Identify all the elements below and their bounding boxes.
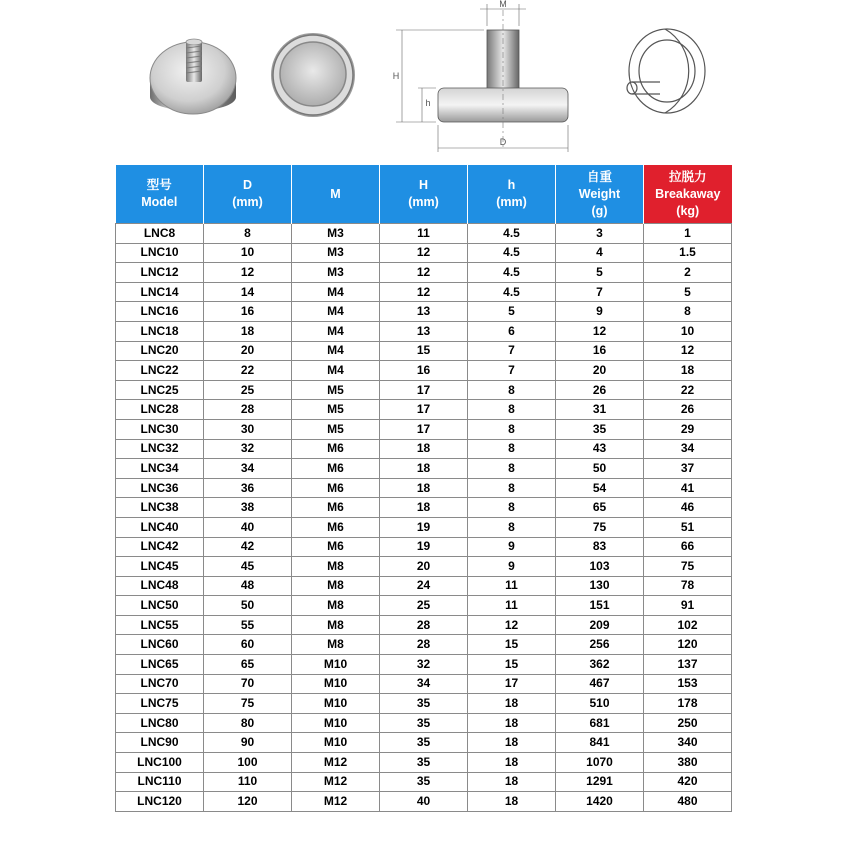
table-cell: 22 (204, 361, 292, 381)
table-cell: M4 (292, 361, 380, 381)
table-cell: M3 (292, 243, 380, 263)
table-row (116, 478, 732, 498)
column-header-en: Breakaway (655, 186, 721, 201)
table-cell: 31 (556, 400, 644, 420)
table-cell: 41 (644, 478, 732, 498)
table-cell: 54 (556, 478, 644, 498)
table-cell: 8 (468, 498, 556, 518)
table-cell: 20 (380, 557, 468, 577)
column-header-unit: (mm) (408, 195, 439, 209)
table-cell: 137 (644, 655, 732, 675)
table-cell: 3 (556, 224, 644, 244)
table-row (116, 419, 732, 439)
table-cell: 9 (468, 537, 556, 557)
table-cell: 26 (556, 380, 644, 400)
table-cell: 380 (644, 753, 732, 773)
table-cell: 18 (468, 733, 556, 753)
table-cell: LNC100 (116, 753, 204, 773)
table-row (116, 655, 732, 675)
table-cell: LNC40 (116, 517, 204, 537)
table-cell: 40 (380, 792, 468, 812)
table-cell: M8 (292, 635, 380, 655)
table-cell: 35 (380, 772, 468, 792)
table-cell: 5 (468, 302, 556, 322)
table-row (116, 792, 732, 812)
table-cell: 11 (468, 576, 556, 596)
table-row (116, 537, 732, 557)
table-cell: M4 (292, 282, 380, 302)
table-cell: 30 (204, 419, 292, 439)
label-m: M (499, 0, 507, 9)
table-cell: 25 (380, 596, 468, 616)
label-h-lower: h (425, 98, 431, 108)
table-cell: 681 (556, 713, 644, 733)
table-row (116, 674, 732, 694)
table-cell: 420 (644, 772, 732, 792)
table-cell: 18 (204, 321, 292, 341)
table-cell: 60 (204, 635, 292, 655)
table-cell: M12 (292, 772, 380, 792)
column-header-unit: (mm) (496, 195, 527, 209)
table-cell: 6 (468, 321, 556, 341)
column-header (380, 165, 468, 224)
table-cell: 35 (380, 753, 468, 773)
table-cell: 46 (644, 498, 732, 518)
table-cell: 9 (468, 557, 556, 577)
table-row (116, 459, 732, 479)
table-cell: 8 (644, 302, 732, 322)
table-cell: 15 (468, 655, 556, 675)
table-cell: 18 (468, 713, 556, 733)
table-row (116, 694, 732, 714)
table-cell: 103 (556, 557, 644, 577)
table-row (116, 635, 732, 655)
table-cell: 55 (204, 615, 292, 635)
table-cell: 362 (556, 655, 644, 675)
column-header-en: h (507, 178, 516, 192)
table-cell: 18 (468, 753, 556, 773)
spec-table (115, 165, 732, 812)
table-row (116, 263, 732, 283)
table-cell: M5 (292, 400, 380, 420)
table-cell: 17 (380, 419, 468, 439)
table-cell: 20 (204, 341, 292, 361)
table-cell: 7 (468, 361, 556, 381)
table-cell: 1420 (556, 792, 644, 812)
table-cell: 14 (204, 282, 292, 302)
dimension-drawing (393, 0, 568, 152)
table-cell: 102 (644, 615, 732, 635)
table-cell: 42 (204, 537, 292, 557)
table-cell: 50 (556, 459, 644, 479)
table-cell: 48 (204, 576, 292, 596)
table-cell: 467 (556, 674, 644, 694)
table-cell: M6 (292, 478, 380, 498)
table-cell: M8 (292, 576, 380, 596)
table-cell: M8 (292, 596, 380, 616)
table-cell: 65 (556, 498, 644, 518)
table-row (116, 321, 732, 341)
table-row (116, 380, 732, 400)
table-cell: 1291 (556, 772, 644, 792)
table-cell: LNC38 (116, 498, 204, 518)
table-row (116, 713, 732, 733)
table-cell: 18 (468, 772, 556, 792)
table-cell: 9 (556, 302, 644, 322)
column-header-cn: 型号 (146, 178, 172, 192)
table-cell: 2 (644, 263, 732, 283)
table-cell: 24 (380, 576, 468, 596)
table-cell: LNC70 (116, 674, 204, 694)
column-header-en: M (330, 186, 341, 201)
table-cell: 17 (468, 674, 556, 694)
table-row (116, 361, 732, 381)
table-cell: 12 (556, 321, 644, 341)
table-cell: 8 (468, 380, 556, 400)
table-cell: 1 (644, 224, 732, 244)
table-cell: LNC55 (116, 615, 204, 635)
table-cell: 120 (644, 635, 732, 655)
table-cell: 15 (468, 635, 556, 655)
table-cell: 36 (204, 478, 292, 498)
table-cell: M10 (292, 655, 380, 675)
table-cell: M6 (292, 537, 380, 557)
table-cell: 12 (380, 282, 468, 302)
table-cell: 130 (556, 576, 644, 596)
table-cell: 50 (204, 596, 292, 616)
table-cell: LNC14 (116, 282, 204, 302)
table-cell: 26 (644, 400, 732, 420)
label-h-upper: H (392, 71, 400, 81)
table-cell: 10 (644, 321, 732, 341)
column-header (116, 165, 204, 224)
table-cell: 178 (644, 694, 732, 714)
table-cell: 45 (204, 557, 292, 577)
table-cell: 75 (644, 557, 732, 577)
table-cell: 32 (204, 439, 292, 459)
table-cell: 11 (380, 224, 468, 244)
table-row (116, 517, 732, 537)
table-cell: 510 (556, 694, 644, 714)
table-cell: 4.5 (468, 282, 556, 302)
column-header-en: Weight (578, 186, 621, 201)
table-cell: LNC20 (116, 341, 204, 361)
table-cell: 8 (468, 478, 556, 498)
column-header-cn: 拉脱力 (668, 169, 707, 184)
table-cell: 78 (644, 576, 732, 596)
table-cell: 8 (204, 224, 292, 244)
table-cell: 18 (644, 361, 732, 381)
table-cell: M10 (292, 713, 380, 733)
table-row (116, 557, 732, 577)
table-cell: M4 (292, 321, 380, 341)
table-body (116, 224, 732, 812)
table-row (116, 282, 732, 302)
table-cell: 12 (468, 615, 556, 635)
table-row (116, 576, 732, 596)
table-row (116, 243, 732, 263)
table-cell: 8 (468, 517, 556, 537)
table-cell: LNC34 (116, 459, 204, 479)
table-cell: LNC75 (116, 694, 204, 714)
table-cell: 153 (644, 674, 732, 694)
table-cell: LNC50 (116, 596, 204, 616)
table-row (116, 596, 732, 616)
table-cell: 19 (380, 537, 468, 557)
column-header-cn: 自重 (586, 169, 612, 184)
column-header-unit: (kg) (676, 203, 700, 218)
table-cell: LNC25 (116, 380, 204, 400)
table-cell: 75 (556, 517, 644, 537)
table-cell: 12 (644, 341, 732, 361)
table-cell: 40 (204, 517, 292, 537)
table-cell: 841 (556, 733, 644, 753)
column-header-unit: (g) (591, 203, 608, 218)
column-header (468, 165, 556, 224)
table-cell: LNC110 (116, 772, 204, 792)
table-cell: 12 (380, 263, 468, 283)
label-d: D (499, 137, 507, 147)
table-cell: 480 (644, 792, 732, 812)
table-cell: LNC80 (116, 713, 204, 733)
table-cell: 91 (644, 596, 732, 616)
table-cell: 83 (556, 537, 644, 557)
table-cell: 8 (468, 419, 556, 439)
table-cell: 4.5 (468, 263, 556, 283)
table-cell: LNC32 (116, 439, 204, 459)
table-cell: 13 (380, 302, 468, 322)
table-cell: M3 (292, 263, 380, 283)
table-cell: M12 (292, 753, 380, 773)
table-cell: 7 (556, 282, 644, 302)
table-cell: 5 (556, 263, 644, 283)
table-cell: LNC10 (116, 243, 204, 263)
column-header-en: D (242, 178, 253, 192)
table-cell: 18 (468, 792, 556, 812)
table-cell: 37 (644, 459, 732, 479)
table-cell: 22 (644, 380, 732, 400)
table-cell: M8 (292, 615, 380, 635)
table-cell: 20 (556, 361, 644, 381)
table-cell: M10 (292, 733, 380, 753)
table-cell: 18 (380, 478, 468, 498)
table-cell: 34 (204, 459, 292, 479)
table-cell: 35 (380, 694, 468, 714)
table-cell: 16 (556, 341, 644, 361)
table-cell: 340 (644, 733, 732, 753)
column-header (556, 165, 644, 224)
table-cell: LNC42 (116, 537, 204, 557)
table-cell: 11 (468, 596, 556, 616)
table-cell: LNC90 (116, 733, 204, 753)
table-cell: 66 (644, 537, 732, 557)
table-cell: 18 (468, 694, 556, 714)
table-row (116, 439, 732, 459)
column-header (292, 165, 380, 224)
table-cell: 34 (644, 439, 732, 459)
table-cell: 12 (380, 243, 468, 263)
table-cell: LNC28 (116, 400, 204, 420)
column-header-en: H (418, 178, 429, 192)
table-cell: M5 (292, 419, 380, 439)
table-cell: 35 (380, 733, 468, 753)
table-cell: 25 (204, 380, 292, 400)
table-cell: M10 (292, 694, 380, 714)
table-cell: 1070 (556, 753, 644, 773)
table-row (116, 224, 732, 244)
table-cell: 4 (556, 243, 644, 263)
column-header-en: Model (141, 195, 178, 209)
table-cell: 110 (204, 772, 292, 792)
table-cell: LNC16 (116, 302, 204, 322)
column-header (204, 165, 292, 224)
table-cell: 51 (644, 517, 732, 537)
table-cell: M6 (292, 459, 380, 479)
table-cell: 65 (204, 655, 292, 675)
table-cell: 256 (556, 635, 644, 655)
table-cell: 209 (556, 615, 644, 635)
table-cell: LNC30 (116, 419, 204, 439)
table-cell: 16 (204, 302, 292, 322)
cup-magnet-stud-photo (150, 39, 236, 114)
table-row (116, 400, 732, 420)
table-row (116, 772, 732, 792)
table-cell: 18 (380, 439, 468, 459)
table-cell: 90 (204, 733, 292, 753)
table-cell: M8 (292, 557, 380, 577)
table-row (116, 615, 732, 635)
table-cell: 8 (468, 459, 556, 479)
table-cell: 43 (556, 439, 644, 459)
table-cell: 75 (204, 694, 292, 714)
table-cell: 32 (380, 655, 468, 675)
table-cell: 28 (204, 400, 292, 420)
product-illustrations (0, 0, 849, 165)
table-cell: 18 (380, 459, 468, 479)
table-cell: LNC36 (116, 478, 204, 498)
table-cell: 18 (380, 498, 468, 518)
table-cell: 29 (644, 419, 732, 439)
table-cell: 34 (380, 674, 468, 694)
table-cell: M10 (292, 674, 380, 694)
table-cell: 120 (204, 792, 292, 812)
table-cell: 70 (204, 674, 292, 694)
table-cell: 250 (644, 713, 732, 733)
table-cell: 35 (556, 419, 644, 439)
table-cell: 80 (204, 713, 292, 733)
table-cell: LNC18 (116, 321, 204, 341)
table-cell: M6 (292, 439, 380, 459)
table-row (116, 753, 732, 773)
table-header-row (116, 165, 732, 224)
table-cell: 16 (380, 361, 468, 381)
table-cell: 15 (380, 341, 468, 361)
table-cell: 28 (380, 615, 468, 635)
table-cell: 19 (380, 517, 468, 537)
table-cell: M4 (292, 341, 380, 361)
table-cell: LNC45 (116, 557, 204, 577)
table-cell: M3 (292, 224, 380, 244)
table-row (116, 341, 732, 361)
table-cell: LNC8 (116, 224, 204, 244)
table-cell: 4.5 (468, 224, 556, 244)
table-cell: 17 (380, 400, 468, 420)
table-cell: LNC22 (116, 361, 204, 381)
table-cell: 10 (204, 243, 292, 263)
table-cell: 12 (204, 263, 292, 283)
table-cell: 100 (204, 753, 292, 773)
table-cell: LNC120 (116, 792, 204, 812)
table-cell: M6 (292, 498, 380, 518)
table-cell: M6 (292, 517, 380, 537)
table-cell: 7 (468, 341, 556, 361)
table-cell: 1.5 (644, 243, 732, 263)
column-header (644, 165, 732, 224)
cup-magnet-face-photo (271, 33, 355, 117)
table-cell: 35 (380, 713, 468, 733)
table-cell: 38 (204, 498, 292, 518)
table-cell: 4.5 (468, 243, 556, 263)
table-cell: 8 (468, 400, 556, 420)
table-cell: 151 (556, 596, 644, 616)
table-cell: M12 (292, 792, 380, 812)
table-cell: 5 (644, 282, 732, 302)
table-cell: M5 (292, 380, 380, 400)
table-row (116, 302, 732, 322)
table-cell: LNC65 (116, 655, 204, 675)
table-cell: LNC48 (116, 576, 204, 596)
table-row (116, 733, 732, 753)
table-cell: M4 (292, 302, 380, 322)
table-cell: 13 (380, 321, 468, 341)
table-cell: 28 (380, 635, 468, 655)
table-cell: 8 (468, 439, 556, 459)
cup-magnet-line-sketch (627, 29, 705, 113)
table-row (116, 498, 732, 518)
table-cell: 17 (380, 380, 468, 400)
table-cell: LNC12 (116, 263, 204, 283)
column-header-unit: (mm) (232, 195, 263, 209)
table-cell: LNC60 (116, 635, 204, 655)
